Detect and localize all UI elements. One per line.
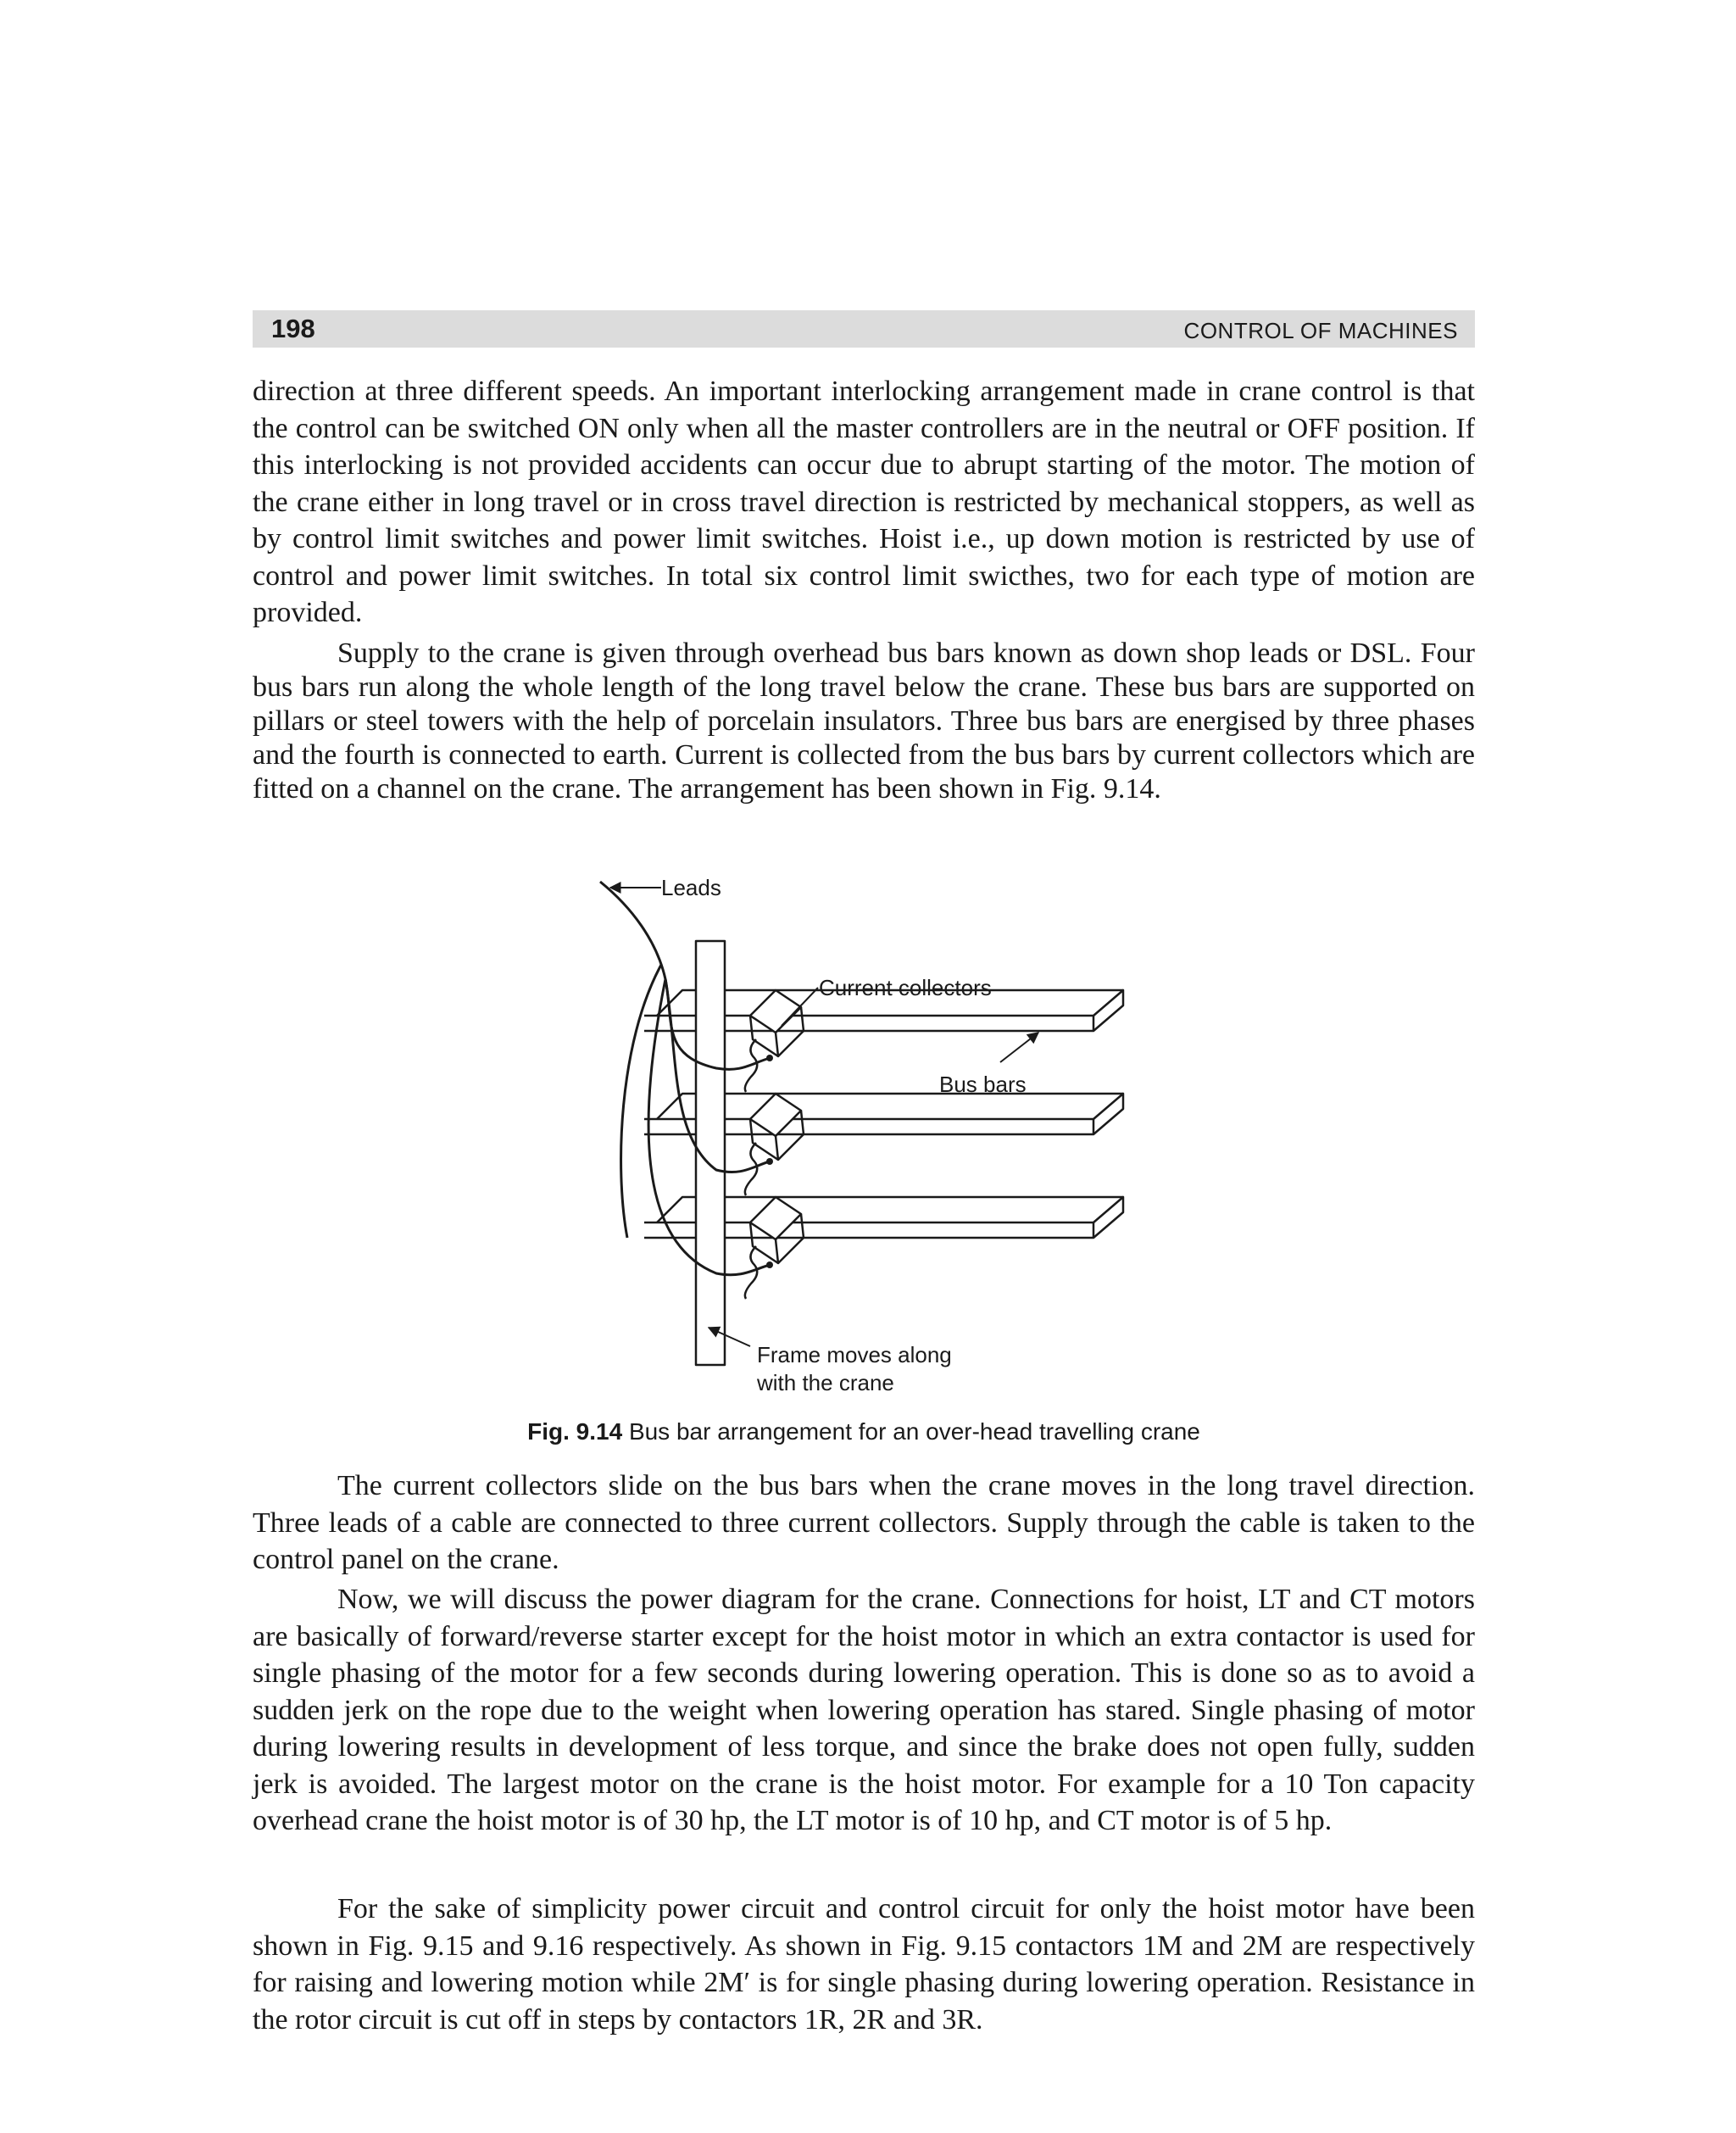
current-collector-2 <box>745 1094 804 1195</box>
bus-bar-diagram <box>559 873 1153 1407</box>
bus-bars-pointer <box>1000 1033 1038 1062</box>
paragraph-5: For the sake of simplicity power circuit and control circuit for only the hoist motor have been shown in Fig. 9.15 and 9.16 respectively. As shown in Fig. 9.15 contactors 1M and 2M are respectively for raising and lowering motion while 2M′ is for single phasing during lowering operation. Resistance in the rotor circuit is cut off in steps by contactors 1R, 2R and 3R. <box>253 1893 1475 2036</box>
paragraph-3: The current collectors slide on the bus bars when the crane moves in the long travel direction. Three leads of a cable are connected to three current collectors. Supply through the cable is taken to the control panel on the crane. <box>253 1470 1475 1575</box>
paragraph-1: direction at three different speeds. An important interlocking arrangement made in crane control is that the control can be switched ON only when all the master controllers are in the neutral or OFF position. If this interlocking is not provided accidents can occur due to abrupt starting of the motor. The motion of the crane either in long travel or in cross travel direction is restricted by mechanical stoppers, as well as by control limit switches and power limit switches. Hoist i.e., up down motion is restricted by use of control and power limit switches. In total six control limit swicthes, two for each type of motion are provided. <box>253 376 1475 628</box>
current-collector-1 <box>745 990 804 1092</box>
running-title: CONTROL OF MACHINES <box>1183 318 1458 343</box>
page-number: 198 <box>271 314 315 343</box>
cable-leads <box>600 882 770 1275</box>
paragraph-2: Supply to the crane is given through overhead bus bars known as down shop leads or DSL. Four bus bars run along the whole length of the long travel below the crane. These bus bars are supported on pillars or steel towers with the help of porcelain insulators. Three bus bars are energised by three phases and the fourth is connected to earth. Current is collected from the bus bars by current collectors which are fitted on a channel on the crane. The arrangement has been shown in Fig. 9.14. <box>253 638 1475 805</box>
leads-label: Leads <box>661 875 721 900</box>
paragraph-4: Now, we will discuss the power diagram for the crane. Connections for hoist, LT and CT motors are basically of forward/reverse starter except for the hoist motor in which an extra contactor is used for single phasing of the motor for a few seconds during lowering operation. This is done so as to avoid a sudden jerk on the rope due to the weight when lowering operation has stared. Single phasing of motor during lowering results in development of less torque, and since the brake does not open fully, sudden jerk is avoided. The largest motor on the crane is the hoist motor. For example for a 10 Ton capacity overhead crane the hoist motor is of 30 hp, the LT motor is of 10 hp, and CT motor is of 5 hp. <box>253 1584 1475 1836</box>
figure-caption-text: Bus bar arrangement for an over-head travelling crane <box>628 1418 1200 1445</box>
frame-label-line-1: Frame moves along <box>757 1342 952 1367</box>
figure-number: Fig. 9.14 <box>527 1418 623 1445</box>
current-collector-3 <box>745 1197 804 1299</box>
running-header <box>253 310 1475 348</box>
figure-caption <box>253 1417 1475 1447</box>
bus-bars-label: Bus bars <box>939 1072 1027 1097</box>
frame-label-line-2: with the crane <box>757 1370 894 1395</box>
current-collectors-label: Current collectors <box>819 975 992 1000</box>
